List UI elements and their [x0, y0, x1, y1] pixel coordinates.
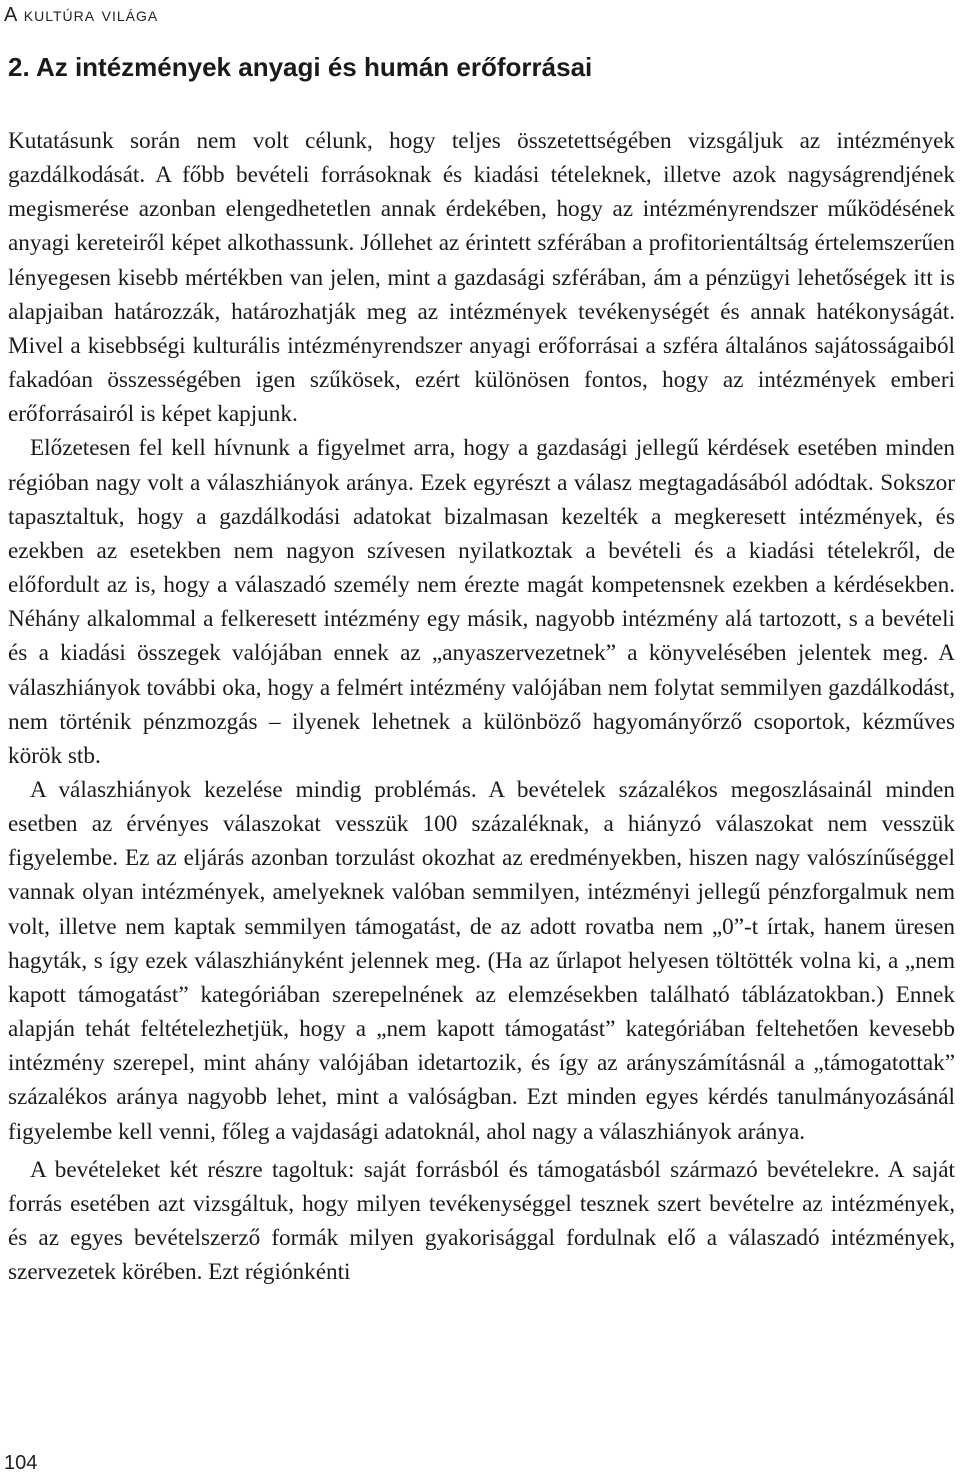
paragraph-4: A bevételeket két részre tagoltuk: saját forrásból és támogatásból származó bevételekre. A saját forrás esetében azt vizsgáltuk, hogy milyen tevékenységgel tesznek szert bevételre az intézmények, és az egyes bevételszerző formák milyen gyakorisággal fordulnak elő a válaszadó intézmények, szervezetek körében. Ezt régiónkénti: [8, 1156, 955, 1286]
body-text: [8, 124, 955, 1289]
page-number: 104: [4, 1452, 38, 1474]
section-heading: 2. Az intézmények anyagi és humán erőforrásai: [8, 52, 593, 82]
paragraph-3: A válaszhiányok kezelése mindig problémás. A bevételek százalékos megoszlásainál minden esetben az érvényes válaszokat vesszük 100 százaléknak, a hiányzó válaszokat nem vesszük figyelembe. Ez az eljárás azonban torzulást okozhat az eredményekben, hiszen nagy valószínűséggel vannak olyan intézmények, amelyeknek valóban semmilyen, intézményi jellegű pénzforgalmuk nem volt, illetve nem kaptak semmilyen támogatást, de az adott rovatba nem „0”-t írtak, hanem üresen hagyták, s így ezek válaszhiányként jelennek meg. (Ha az űrlapot helyesen töltötték volna ki, a „nem kapott támogatást” kategóriában szerepelnének az elemzésekben található táblázatokban.) Ennek alapján tehát feltételezhetjük, hogy a „nem kapott támogatást” kategóriában feltehetően kevesebb intézmény szerepel, mint ahány valójában idetartozik, és így az arányszámításnál a „támogatottak” százalékos aránya nagyobb lehet, mint a valóságban. Ezt minden egyes kérdés tanulmányozásánál figyelembe kell venni, főleg a vajdasági adatoknál, ahol nagy a válaszhiányok aránya.: [8, 776, 955, 1145]
paragraph-2: Előzetesen fel kell hívnunk a figyelmet arra, hogy a gazdasági jellegű kérdések esetében minden régióban nagy volt a válaszhiányok aránya. Ezek egyrészt a válasz megtagadásából adódtak. Sokszor tapasztaltuk, hogy a gazdálkodási adatokat bizalmasan kezelték a megkeresett intézmények, és ezekben az esetekben nem nagyon szívesen nyilatkoztak a bevételi és a kiadási tételekről, de előfordult az is, hogy a válaszadó személy nem érezte magát kompetensnek ezekben a kérdésekben. Néhány alkalommal a felkeresett intézmény egy másik, nagyobb intézmény alá tartozott, s a bevételi és a kiadási összegek valójában ennek az „anyaszervezetnek” a könyvelésében jelentek meg. A válaszhiányok további oka, hogy a felmért intézmény valójában nem folytat semmilyen gazdálkodást, nem történik pénzmozgás – ilyenek lehetnek a különböző hagyományőrző csoportok, kézműves körök stb.: [8, 435, 955, 769]
running-head: A kultúra világa: [4, 4, 159, 26]
paragraph-1: Kutatásunk során nem volt célunk, hogy teljes összetettségében vizsgáljuk az intézmények gazdálkodását. A főbb bevételi forrásoknak és kiadási tételeknek, illetve azok nagyságrendjének megismerése azonban elengedhetetlen annak érdekében, hogy az intézményrendszer működésének anyagi kereteiről képet alkothassunk. Jóllehet az érintett szférában a profitorientáltság értelemszerűen lényegesen kisebb mértékben van jelen, mint a gazdasági szférában, ám a pénzügyi lehetőségek itt is alapjaiban határozzák, határozhatják meg az intézmények tevékenységét és annak hatékonyságát. Mivel a kisebbségi kulturális intézményrendszer anyagi erőforrásai a szféra általános sajátosságaiból fakadóan összességében igen szűkösek, ezért különösen fontos, hogy az intézmények emberi erőforrásairól is képet kapjunk.: [8, 128, 955, 428]
